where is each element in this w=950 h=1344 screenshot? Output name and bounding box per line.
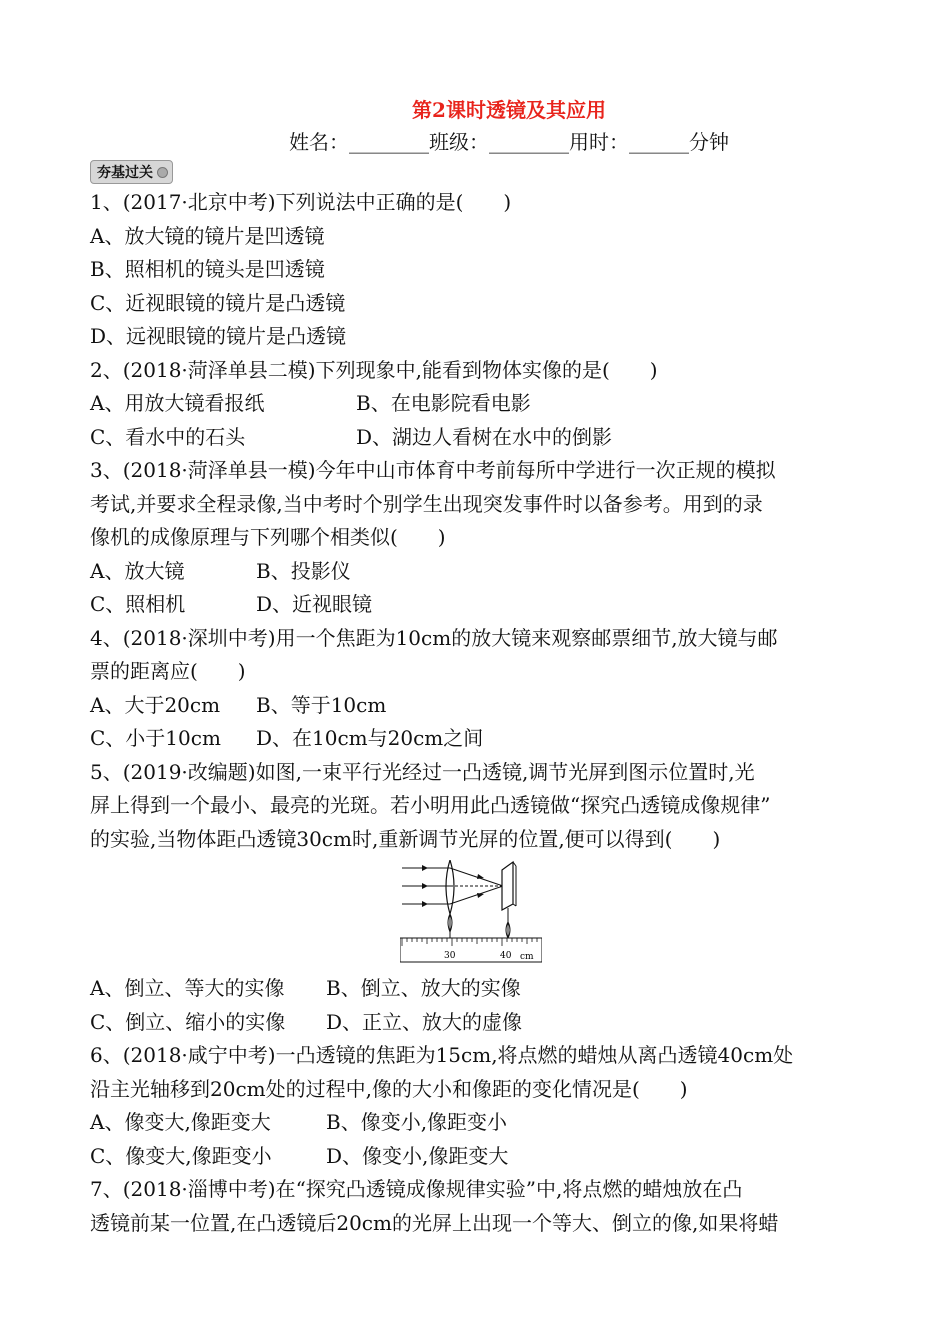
option: C、倒立、缩小的实像	[90, 1009, 286, 1034]
option: D、湖边人看树在水中的倒影	[356, 424, 613, 449]
question-7	[90, 1173, 870, 1240]
question-stem: 透镜前某一位置,在凸透镜后20cm的光屏上出现一个等大、倒立的像,如果将蜡	[90, 1210, 779, 1235]
option-row	[90, 1140, 870, 1174]
tick-label: 40	[500, 951, 512, 961]
option: A、放大镜的镜片是凹透镜	[90, 223, 325, 248]
option: D、正立、放大的虚像	[326, 1009, 523, 1034]
lens-experiment-figure	[400, 860, 542, 964]
question-stem: 沿主光轴移到20cm处的过程中,像的大小和像距的变化情况是( )	[90, 1076, 688, 1101]
question-stem: 7、(2018·淄博中考)在“探究凸透镜成像规律实验”中,将点燃的蜡烛放在凸	[90, 1177, 743, 1201]
option: D、近视眼镜	[256, 592, 373, 616]
option-row	[90, 555, 870, 589]
page-title: 第2课时透镜及其应用	[412, 98, 606, 122]
question-3	[90, 454, 870, 622]
option-row	[90, 387, 870, 421]
option: B、在电影院看电影	[356, 391, 531, 415]
worksheet-page	[90, 94, 870, 1240]
question-stem: 5、(2019·改编题)如图,一束平行光经过一凸透镜,调节光屏到图示位置时,光	[90, 759, 755, 784]
option-row	[90, 1006, 870, 1040]
student-info-line: 姓名：________班级：________用时：______分钟	[289, 130, 729, 154]
tick-label: 30	[444, 951, 456, 961]
option: C、看水中的石头	[90, 424, 246, 449]
question-stem: 票的距离应( )	[90, 659, 246, 683]
option: B、投影仪	[256, 558, 351, 583]
option-row	[90, 1106, 870, 1140]
question-stem: 3、(2018·菏泽单县一模)今年中山市体育中考前每所中学进行一次正规的模拟	[90, 458, 776, 482]
option-row	[90, 689, 870, 723]
question-stem: 像机的成像原理与下列哪个相类似( )	[90, 525, 446, 549]
option: A、用放大镜看报纸	[90, 391, 265, 415]
option: A、像变大,像距变大	[90, 1110, 271, 1134]
question-6	[90, 1039, 870, 1173]
option: A、放大镜	[90, 558, 185, 583]
question-2	[90, 354, 870, 455]
question-1	[90, 186, 870, 354]
option: B、倒立、放大的实像	[326, 976, 521, 1000]
section-badge	[90, 160, 173, 184]
question-stem: 1、(2017·北京中考)下列说法中正确的是( )	[90, 190, 512, 214]
option-row	[90, 588, 870, 622]
question-stem: 2、(2018·菏泽单县二模)下列现象中,能看到物体实像的是( )	[90, 357, 658, 382]
question-4	[90, 622, 870, 756]
question-stem: 6、(2018·咸宁中考)一凸透镜的焦距为15cm,将点燃的蜡烛从离凸透镜40cm处	[90, 1043, 794, 1067]
section-badge-label: 夯基过关	[97, 165, 153, 181]
option: A、倒立、等大的实像	[90, 976, 285, 1000]
question-stem: 考试,并要求全程录像,当中考时个别学生出现突发事件时以备参考。用到的录	[90, 491, 763, 516]
option: B、等于10cm	[256, 692, 387, 717]
option-row	[90, 972, 870, 1006]
badge-dot-icon	[157, 167, 168, 178]
option: A、大于20cm	[90, 692, 221, 717]
option: B、照相机的镜头是凹透镜	[90, 257, 325, 281]
option: D、像变小,像距变大	[326, 1143, 509, 1168]
option: D、远视眼镜的镜片是凸透镜	[90, 324, 347, 348]
option-row	[90, 722, 870, 756]
option: D、在10cm与20cm之间	[256, 726, 484, 750]
option: C、近视眼镜的镜片是凸透镜	[90, 290, 346, 315]
question-stem: 的实验,当物体距凸透镜30cm时,重新调节光屏的位置,便可以得到( )	[90, 826, 721, 851]
option: B、像变小,像距变小	[326, 1110, 508, 1134]
option-row	[90, 421, 870, 455]
option: C、小于10cm	[90, 726, 221, 750]
light-screen-icon	[502, 862, 513, 910]
question-stem: 屏上得到一个最小、最亮的光斑。若小明用此凸透镜做“探究凸透镜成像规律”	[90, 793, 771, 817]
option: C、像变大,像距变小	[90, 1143, 272, 1168]
question-5	[90, 756, 870, 1040]
unit-label: cm	[520, 952, 534, 962]
question-stem: 4、(2018·深圳中考)用一个焦距为10cm的放大镜来观察邮票细节,放大镜与邮	[90, 625, 778, 650]
option: C、照相机	[90, 592, 186, 616]
